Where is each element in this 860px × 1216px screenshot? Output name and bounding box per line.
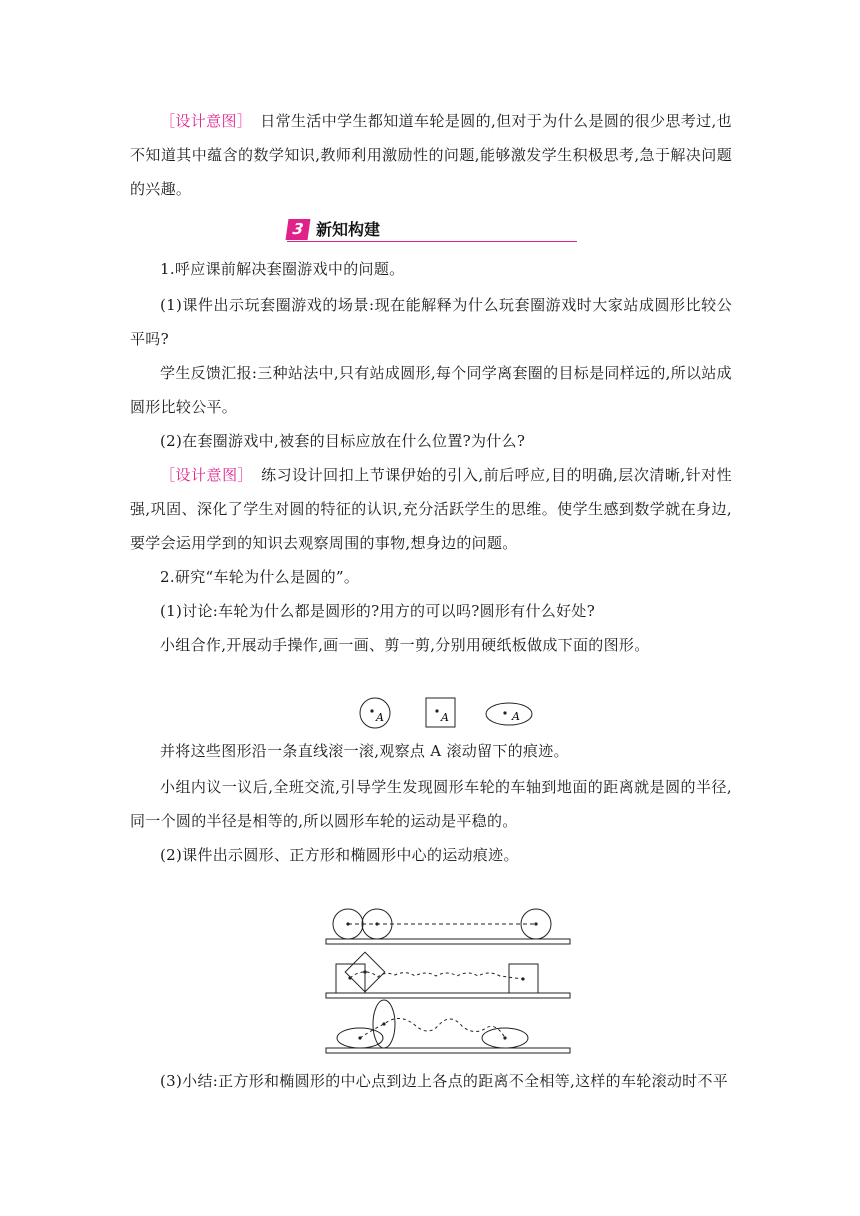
circle-trace-row [326,909,570,944]
square-shape [426,698,455,727]
paragraph-rolling: 并将这些图形沿一条直线滚一滚,观察点 A 滚动留下的痕迹。 [160,742,569,760]
section-underline [287,241,577,242]
design-intent-tag: ［设计意图］ [160,112,245,130]
paragraph-text: 练习设计回扣上节课伊始的引入,前后呼应,目的明确,层次清晰,针对性强,巩固、深化了学生对圆的特征的认识,充分活跃学生的思维。使学生感到数学就在身边,要学会运用学到的知识去观察周围的事物,想身边的问题。 [130,466,732,552]
paragraph-item-1-1: (1)课件出示玩套圈游戏的场景:现在能解释为什么玩套圈游戏时大家站成圆形比较公平吗? [130,296,732,348]
paragraph-item-1-2: (2)在套圈游戏中,被套的目标应放在什么位置?为什么? [160,432,526,450]
circle-shape [360,698,390,728]
paragraph-summary: (3)小结:正方形和椭圆形的中心点到边上各点的距离不全相等,这样的车轮滚动时不平 [160,1072,729,1090]
point-a-label: A [441,711,449,724]
ellipse-trace-row [326,1000,570,1053]
point-a-label: A [512,710,520,723]
design-intent-paragraph-1 [130,104,732,206]
square-trace-row [326,952,570,998]
paragraph-item-2-2: (2)课件出示圆形、正方形和椭圆形中心的运动痕迹。 [160,846,519,864]
paragraph-item-2-1: (1)讨论:车轮为什么都是圆形的?用方的可以吗?圆形有什么好处? [160,602,596,620]
motion-trace-figure [320,900,576,1060]
section-title: 新知构建 [316,220,381,239]
section-number-badge: 3 [286,219,311,240]
paragraph-discussion: 小组内议一议后,全班交流,引导学生发现圆形车轮的车轴到地面的距离就是圆的半径,同一个圆的半径是相等的,所以圆形车轮的运动是平稳的。 [130,778,732,830]
paragraph-text: 日常生活中学生都知道车轮是圆的,但对于为什么是圆的很少思考过,也不知道其中蕴含的数学知识,教师利用激励性的问题,能够激发学生积极思考,急于解决问题的兴趣。 [130,112,732,198]
paragraph-student-feedback: 学生反馈汇报:三种站法中,只有站成圆形,每个同学离套圈的目标是同样远的,所以站成圆形比较公平。 [130,364,732,416]
paragraph-group-work: 小组合作,开展动手操作,画一画、剪一剪,分别用硬纸板做成下面的图形。 [160,636,650,654]
paragraph-item-2: 2.研究“车轮为什么是圆的”。 [160,568,360,586]
paragraph-item-1: 1.呼应课前解决套圈游戏中的问题。 [160,260,405,278]
section-heading [287,218,577,242]
shapes-figure [355,693,535,733]
point-a-label: A [376,711,384,724]
design-intent-tag: ［设计意图］ [160,466,246,484]
ellipse-shape [486,703,532,725]
design-intent-paragraph-2 [130,458,732,560]
